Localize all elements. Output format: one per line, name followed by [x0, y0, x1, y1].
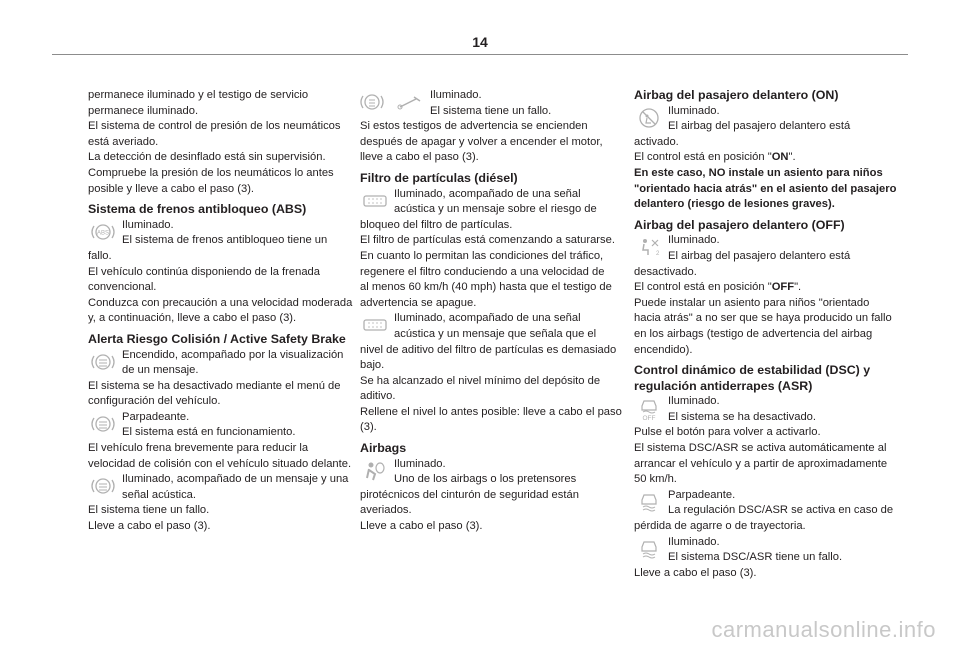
particle-filter-icon [360, 190, 390, 212]
passenger-airbag-off-heading: Airbag del pasajero delantero (OFF) [634, 217, 845, 232]
passenger-airbag-on-icon [634, 107, 664, 129]
on-control-position: El control está en posición "ON". [634, 151, 796, 164]
passenger-airbag-on-heading: Airbag del pasajero delantero (ON) [634, 88, 839, 102]
dsc-fault-icon [634, 538, 664, 560]
airbag-icon [360, 460, 390, 482]
column-2: Iluminado. El sistema tiene un fallo. Si estos testigos de advertencia se encienden después de apagar y volver a encender el motor, lleve a cabo el paso (3). Filtro de partículas (diésel) Iluminado, acompañado de una señal acústica y un mensaje sobre el riesgo de bloqueo del filtro de partículas. El filtro de partículas está comenzando a saturarse. En cuanto lo permitan las condiciones del tráfico, regenere el filtro conduciendo a una velocidad de al menos 60 km/h (40 mph) hasta que el testigo de advertencia se apague. Iluminado, acompañado de una señal acústica y un mensaje que señala que el nivel de aditivo del filtro de partículas es demasiado bajo. Se ha alcanzado el nivel mínimo del depósito de aditivo. Rellene el nivel lo antes posible: lleve a cabo el paso (3). Airbags Iluminado. Uno de los airbags o los pretensores pirotécnicos del cinturón de seguridad están averiados. Lleve a cabo el paso (3). [360, 88, 628, 535]
passenger-airbag-off-icon [634, 236, 664, 258]
watermark: carmanualsonline.info [711, 617, 936, 642]
page-number: 14 [472, 34, 488, 50]
dsc-off-icon [634, 397, 664, 422]
service-and-wrench-icons [360, 91, 426, 113]
collision-alert-blinking-icon [88, 413, 118, 435]
particle-filter-additive-icon [360, 314, 390, 336]
collision-alert-heading: Alerta Riesgo Colisión / Active Safety Brake [88, 331, 346, 346]
abs-heading: Sistema de frenos antibloqueo (ABS) [88, 202, 307, 217]
abs-state: Iluminado. [122, 218, 174, 231]
airbags-heading: Airbags [360, 441, 407, 456]
abs-desc: El sistema de frenos antibloqueo tiene un [122, 234, 328, 247]
column-3: Airbag del pasajero delantero (ON) Iluminado. El airbag del pasajero delantero está activado. El control está en posición "ON". En este caso, NO instale un asiento para niños "orientado hacia atrás" en el asiento del pasajero delantero (riesgo de lesiones graves). Airbag del pasajero delantero (OFF) 2 Iluminado. El airbag del pasajero delantero está desactivado. El control está en posición "OFF". Puede instalar un asiento para niños "orientado hacia atrás" a no ser que se haya producido un fallo en los airbags (testigo de advertencia del airbag encendido). Control dinámico de estabilidad (DSC) y regulación antiderrapes (ASR) OFF Iluminado. El sistema se ha desactivado. Pulse el botón para volver a activarlo. El sistema DSC/ASR se activa automáticamente al arrancar el vehículo y a partir de aproximadamente 50 km/h. Parpadeante. La regulación DSC/ASR se activa en caso de pérdida de agarre o de trayectoria. Iluminado. El sistema DSC/ASR tiene un fallo. Lleve a cabo el paso (3). [634, 88, 902, 581]
column-1: permanece iluminado y el testigo de servicio permanece iluminado. El sistema de control de presión de los neumáticos está averiado. La detección de desinflado está sin supervisión. Compruebe la presión de los neumáticos lo antes posible y lleve a cabo el paso (3). Sistema de frenos antibloqueo (ABS) ABS Iluminado. El sistema de frenos antibloqueo tiene un fallo. El vehículo continúa disponiendo de la frenada convencional. Conduzca con precaución a una velocidad moderada y, a continuación, lleve a cabo el paso (3). Alerta Riesgo Colisión / Active Safety Brake Encendido, acompañado por la visualización de un mensaje. El sistema se ha desactivado mediante el menú de configuración del vehículo. Parpadeante. El sistema está en funcionamiento. El vehículo frena brevemente para reducir la velocidad de colisión con el vehículo situado delante. Iluminado, acompañado de un mensaje y una señal acústica. El sistema tiene un fallo. Lleve a cabo el paso (3). [88, 88, 356, 535]
collision-alert-icon [88, 351, 118, 373]
intro-text: permanece iluminado y el testigo de servicio permanece iluminado. El sistema de control de presión de los neumáticos está averiado. La detección de desinflado está sin supervisión. Compruebe la presión de los neumáticos lo antes posible y lleve a cabo el paso (3). [88, 89, 341, 195]
header-rule [52, 54, 908, 55]
particle-filter-heading: Filtro de partículas (diésel) [360, 170, 518, 185]
dsc-active-icon [634, 491, 664, 513]
collision-alert-fault-icon [88, 475, 118, 497]
dsc-heading-line-2: regulación antiderrapes (ASR) [634, 378, 813, 393]
svg-text:2: 2 [656, 251, 660, 258]
svg-text:ABS: ABS [96, 230, 110, 237]
dsc-heading-line-1: Control dinámico de estabilidad (DSC) y [634, 363, 871, 378]
abs-warning-icon [88, 221, 118, 243]
svg-text:OFF: OFF [642, 415, 656, 422]
off-control-position: El control está en posición "OFF". [634, 281, 802, 294]
